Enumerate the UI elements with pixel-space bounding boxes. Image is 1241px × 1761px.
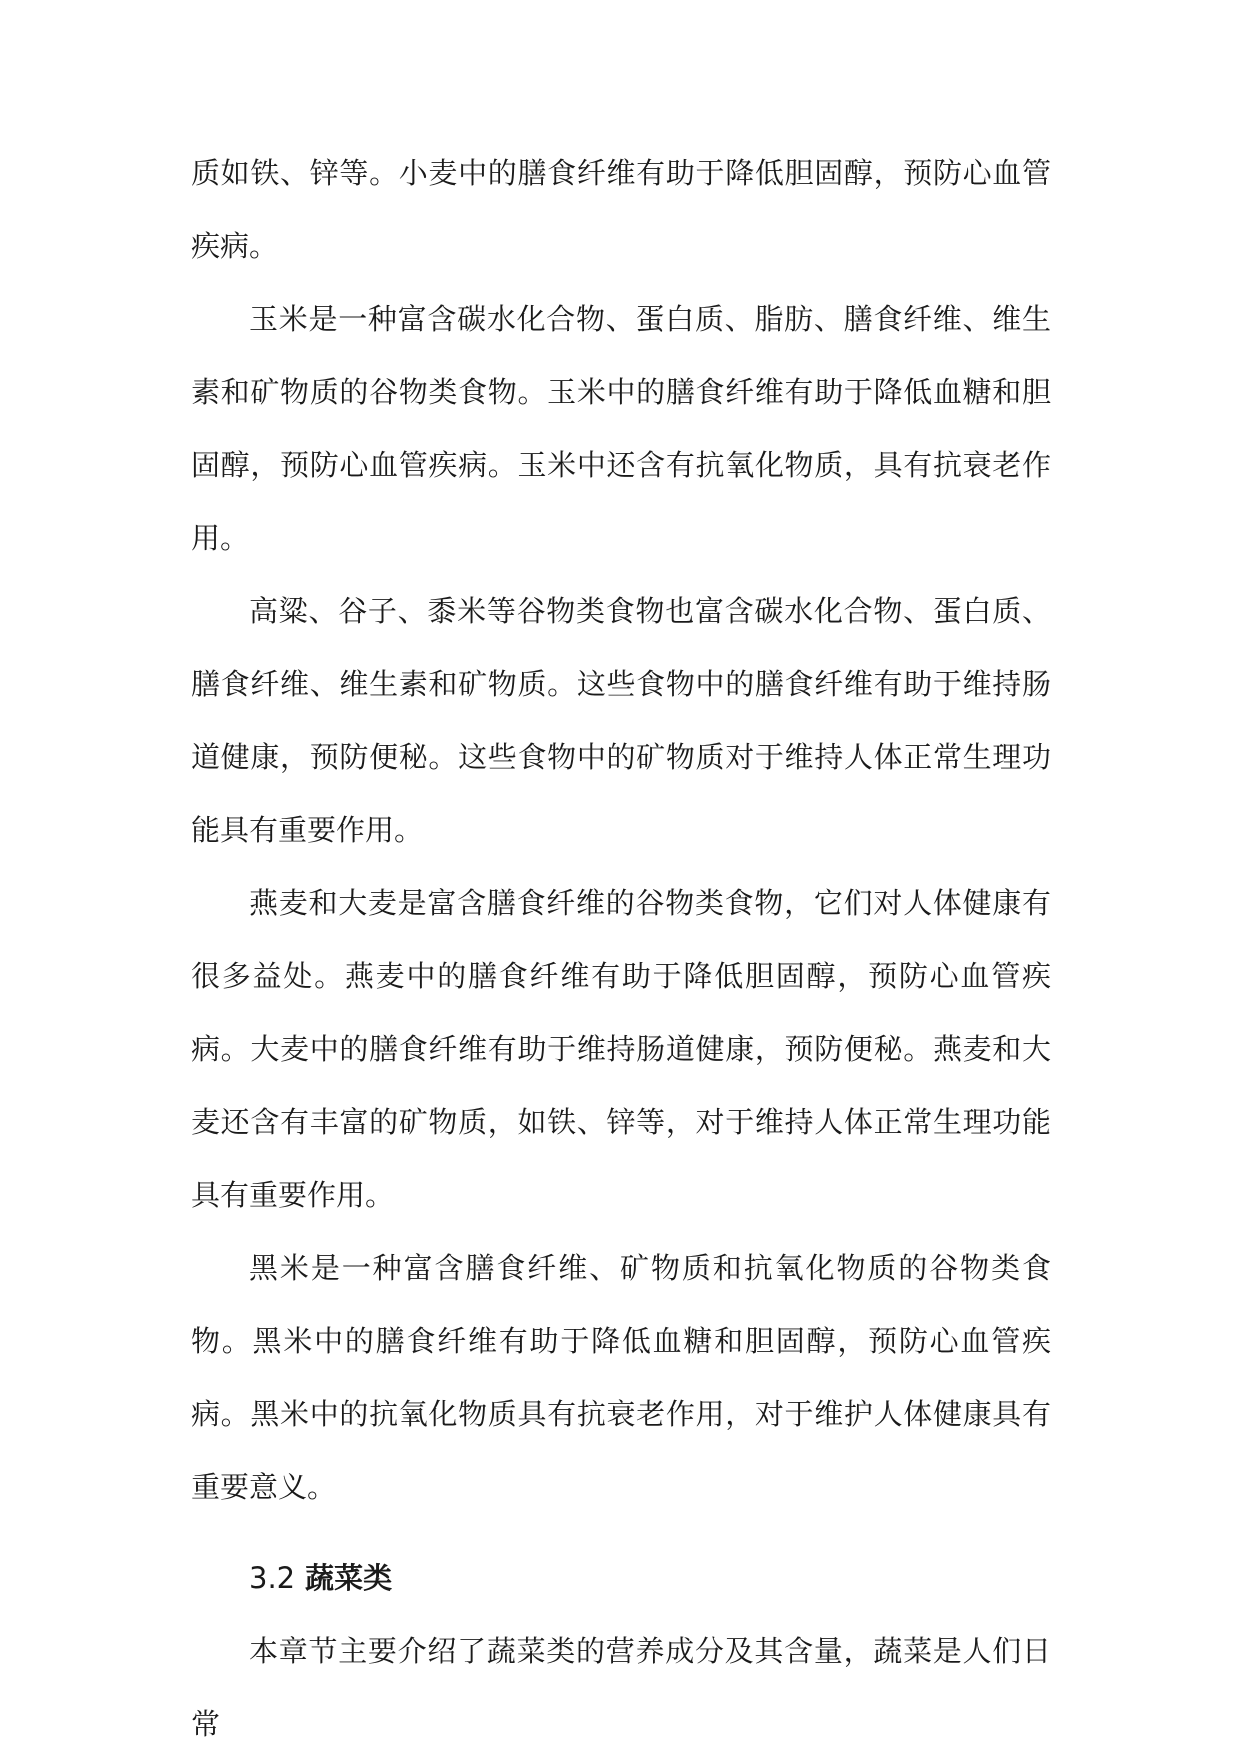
paragraph-corn: 玉米是一种富含碳水化合物、蛋白质、脂肪、膳食纤维、维生素和矿物质的谷物类食物。玉米中的膳食纤维有助于降低血糖和胆固醇，预防心血管疾病。玉米中还含有抗氧化物质，具有抗衰老作用。 — [191, 302, 1051, 555]
section-title: 蔬菜类 — [305, 1561, 393, 1595]
paragraph-wheat-continued: 质如铁、锌等。小麦中的膳食纤维有助于降低胆固醇，预防心血管疾病。 — [191, 156, 1051, 263]
section-heading — [249, 1542, 1051, 1615]
section-number: 3.2 — [249, 1561, 296, 1595]
paragraph-sorghum-millet: 高粱、谷子、黍米等谷物类食物也富含碳水化合物、蛋白质、膳食纤维、维生素和矿物质。这些食物中的膳食纤维有助于维持肠道健康，预防便秘。这些食物中的矿物质对于维持人体正常生理功能具有重要作用。 — [191, 594, 1051, 847]
paragraph-oats-barley: 燕麦和大麦是富含膳食纤维的谷物类食物，它们对人体健康有很多益处。燕麦中的膳食纤维有助于降低胆固醇，预防心血管疾病。大麦中的膳食纤维有助于维持肠道健康，预防便秘。燕麦和大麦还含有丰富的矿物质，如铁、锌等，对于维持人体正常生理功能具有重要作用。 — [191, 886, 1051, 1212]
paragraph-black-rice: 黑米是一种富含膳食纤维、矿物质和抗氧化物质的谷物类食物。黑米中的膳食纤维有助于降低血糖和胆固醇，预防心血管疾病。黑米中的抗氧化物质具有抗衰老作用，对于维护人体健康具有重要意义。 — [191, 1251, 1051, 1504]
paragraph-vegetables-intro: 本章节主要介绍了蔬菜类的营养成分及其含量，蔬菜是人们日常 — [191, 1634, 1051, 1741]
document-page — [191, 137, 1051, 1761]
